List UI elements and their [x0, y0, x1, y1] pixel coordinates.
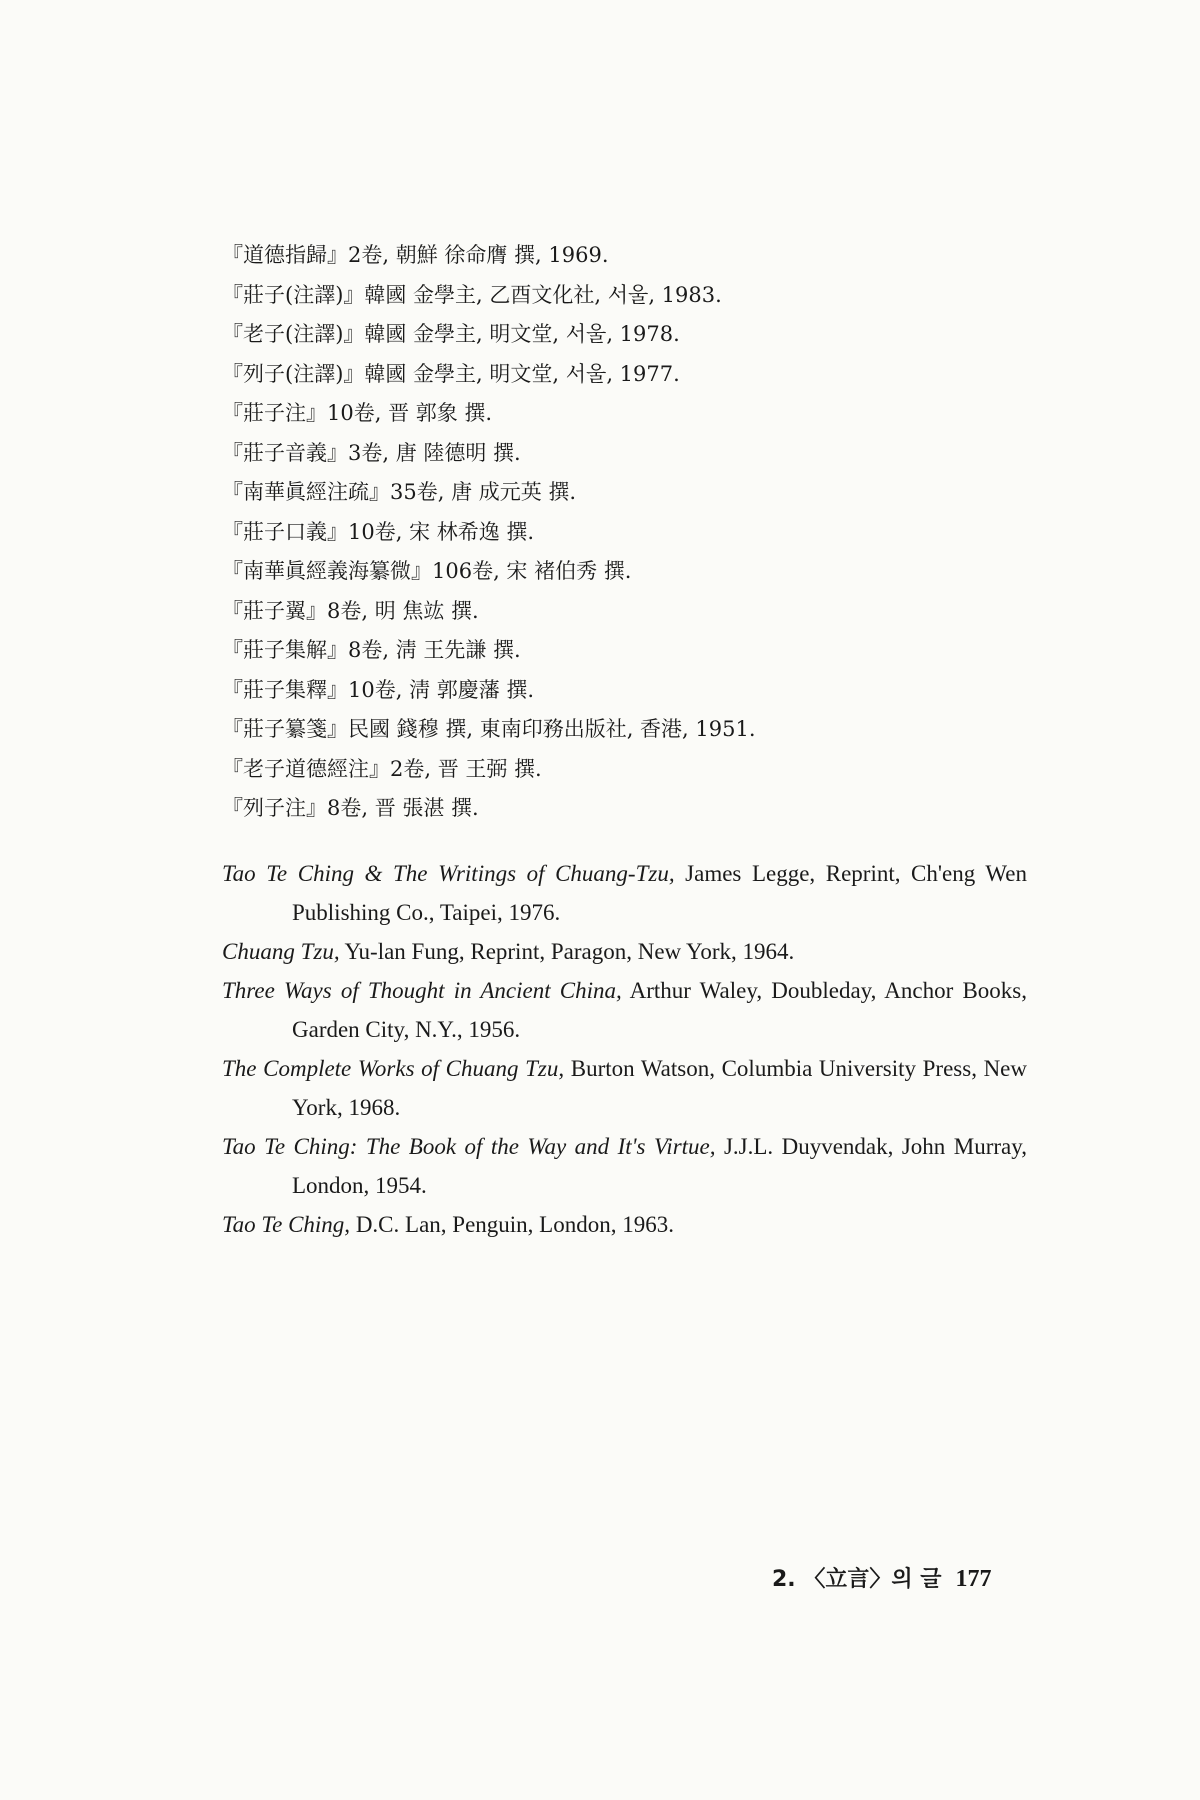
cjk-bibliography	[222, 236, 1062, 829]
bib-entry: 『莊子音義』3卷, 唐 陸德明 撰.	[222, 440, 521, 465]
bib-entry: 『南華眞經注疏』35卷, 唐 成元英 撰.	[222, 480, 577, 504]
bib-details: Yu-lan Fung, Reprint, Paragon, New York, 1964.	[339, 939, 795, 964]
bib-entry	[222, 932, 1027, 971]
bib-title: Tao Te Ching: The Book of the Way and It's Virtue,	[222, 1134, 716, 1159]
bib-entry: 『南華眞經義海纂微』106卷, 宋 褚伯秀 撰.	[222, 559, 632, 583]
bib-entry: 『莊子翼』8卷, 明 焦竑 撰.	[222, 598, 479, 623]
bib-details: J.J.L. Duyvendak, John Murray, London, 1954.	[292, 1134, 1027, 1198]
bib-entry	[222, 971, 1027, 1049]
bib-details: D.C. Lan, Penguin, London, 1963.	[350, 1212, 674, 1237]
bib-entry	[222, 1127, 1027, 1205]
bib-details: James Legge, Reprint, Ch'eng Wen Publishing Co., Taipei, 1976.	[292, 861, 1027, 925]
bib-title: Tao Te Ching & The Writings of Chuang-Tzu,	[222, 861, 675, 886]
bib-entry	[222, 854, 1027, 932]
english-bibliography	[222, 854, 1027, 1244]
bib-entry: 『莊子集解』8卷, 淸 王先謙 撰.	[222, 638, 521, 662]
bib-title: Chuang Tzu,	[222, 939, 340, 964]
chapter-title: 2. 〈立言〉의 글	[772, 1567, 942, 1592]
page-number: 177	[955, 1566, 992, 1592]
bib-entry	[222, 1205, 1027, 1244]
bib-title: The Complete Works of Chuang Tzu,	[222, 1056, 565, 1081]
bib-entry: 『列子(注譯)』韓國 金學主, 明文堂, 서울, 1977.	[222, 361, 680, 386]
bib-entry: 『道德指歸』2卷, 朝鮮 徐命膺 撰, 1969.	[222, 243, 609, 267]
bib-entry: 『莊子(注譯)』韓國 金學主, 乙酉文化社, 서울, 1983.	[222, 282, 722, 307]
bib-entry: 『莊子纂箋』民國 錢穆 撰, 東南印務出版社, 香港, 1951.	[222, 717, 756, 741]
bib-title: Tao Te Ching,	[222, 1212, 351, 1237]
bib-entry	[222, 1049, 1027, 1127]
bib-entry: 『莊子集釋』10卷, 淸 郭慶藩 撰.	[222, 677, 535, 702]
bib-details: Arthur Waley, Doubleday, Anchor Books, Garden City, N.Y., 1956.	[292, 978, 1027, 1042]
bib-entry: 『列子注』8卷, 晋 張湛 撰.	[222, 796, 479, 820]
bib-title: Three Ways of Thought in Ancient China,	[222, 978, 622, 1003]
bib-entry: 『莊子注』10卷, 晋 郭象 撰.	[222, 401, 493, 425]
bib-entry: 『老子道德經注』2卷, 晋 王弼 撰.	[222, 756, 542, 781]
bib-details: Burton Watson, Columbia University Press, New York, 1968.	[292, 1056, 1027, 1120]
bib-entry: 『莊子口義』10卷, 宋 林希逸 撰.	[222, 519, 535, 544]
bib-entry: 『老子(注譯)』韓國 金學主, 明文堂, 서울, 1978.	[222, 322, 680, 346]
page-footer	[772, 1562, 992, 1593]
